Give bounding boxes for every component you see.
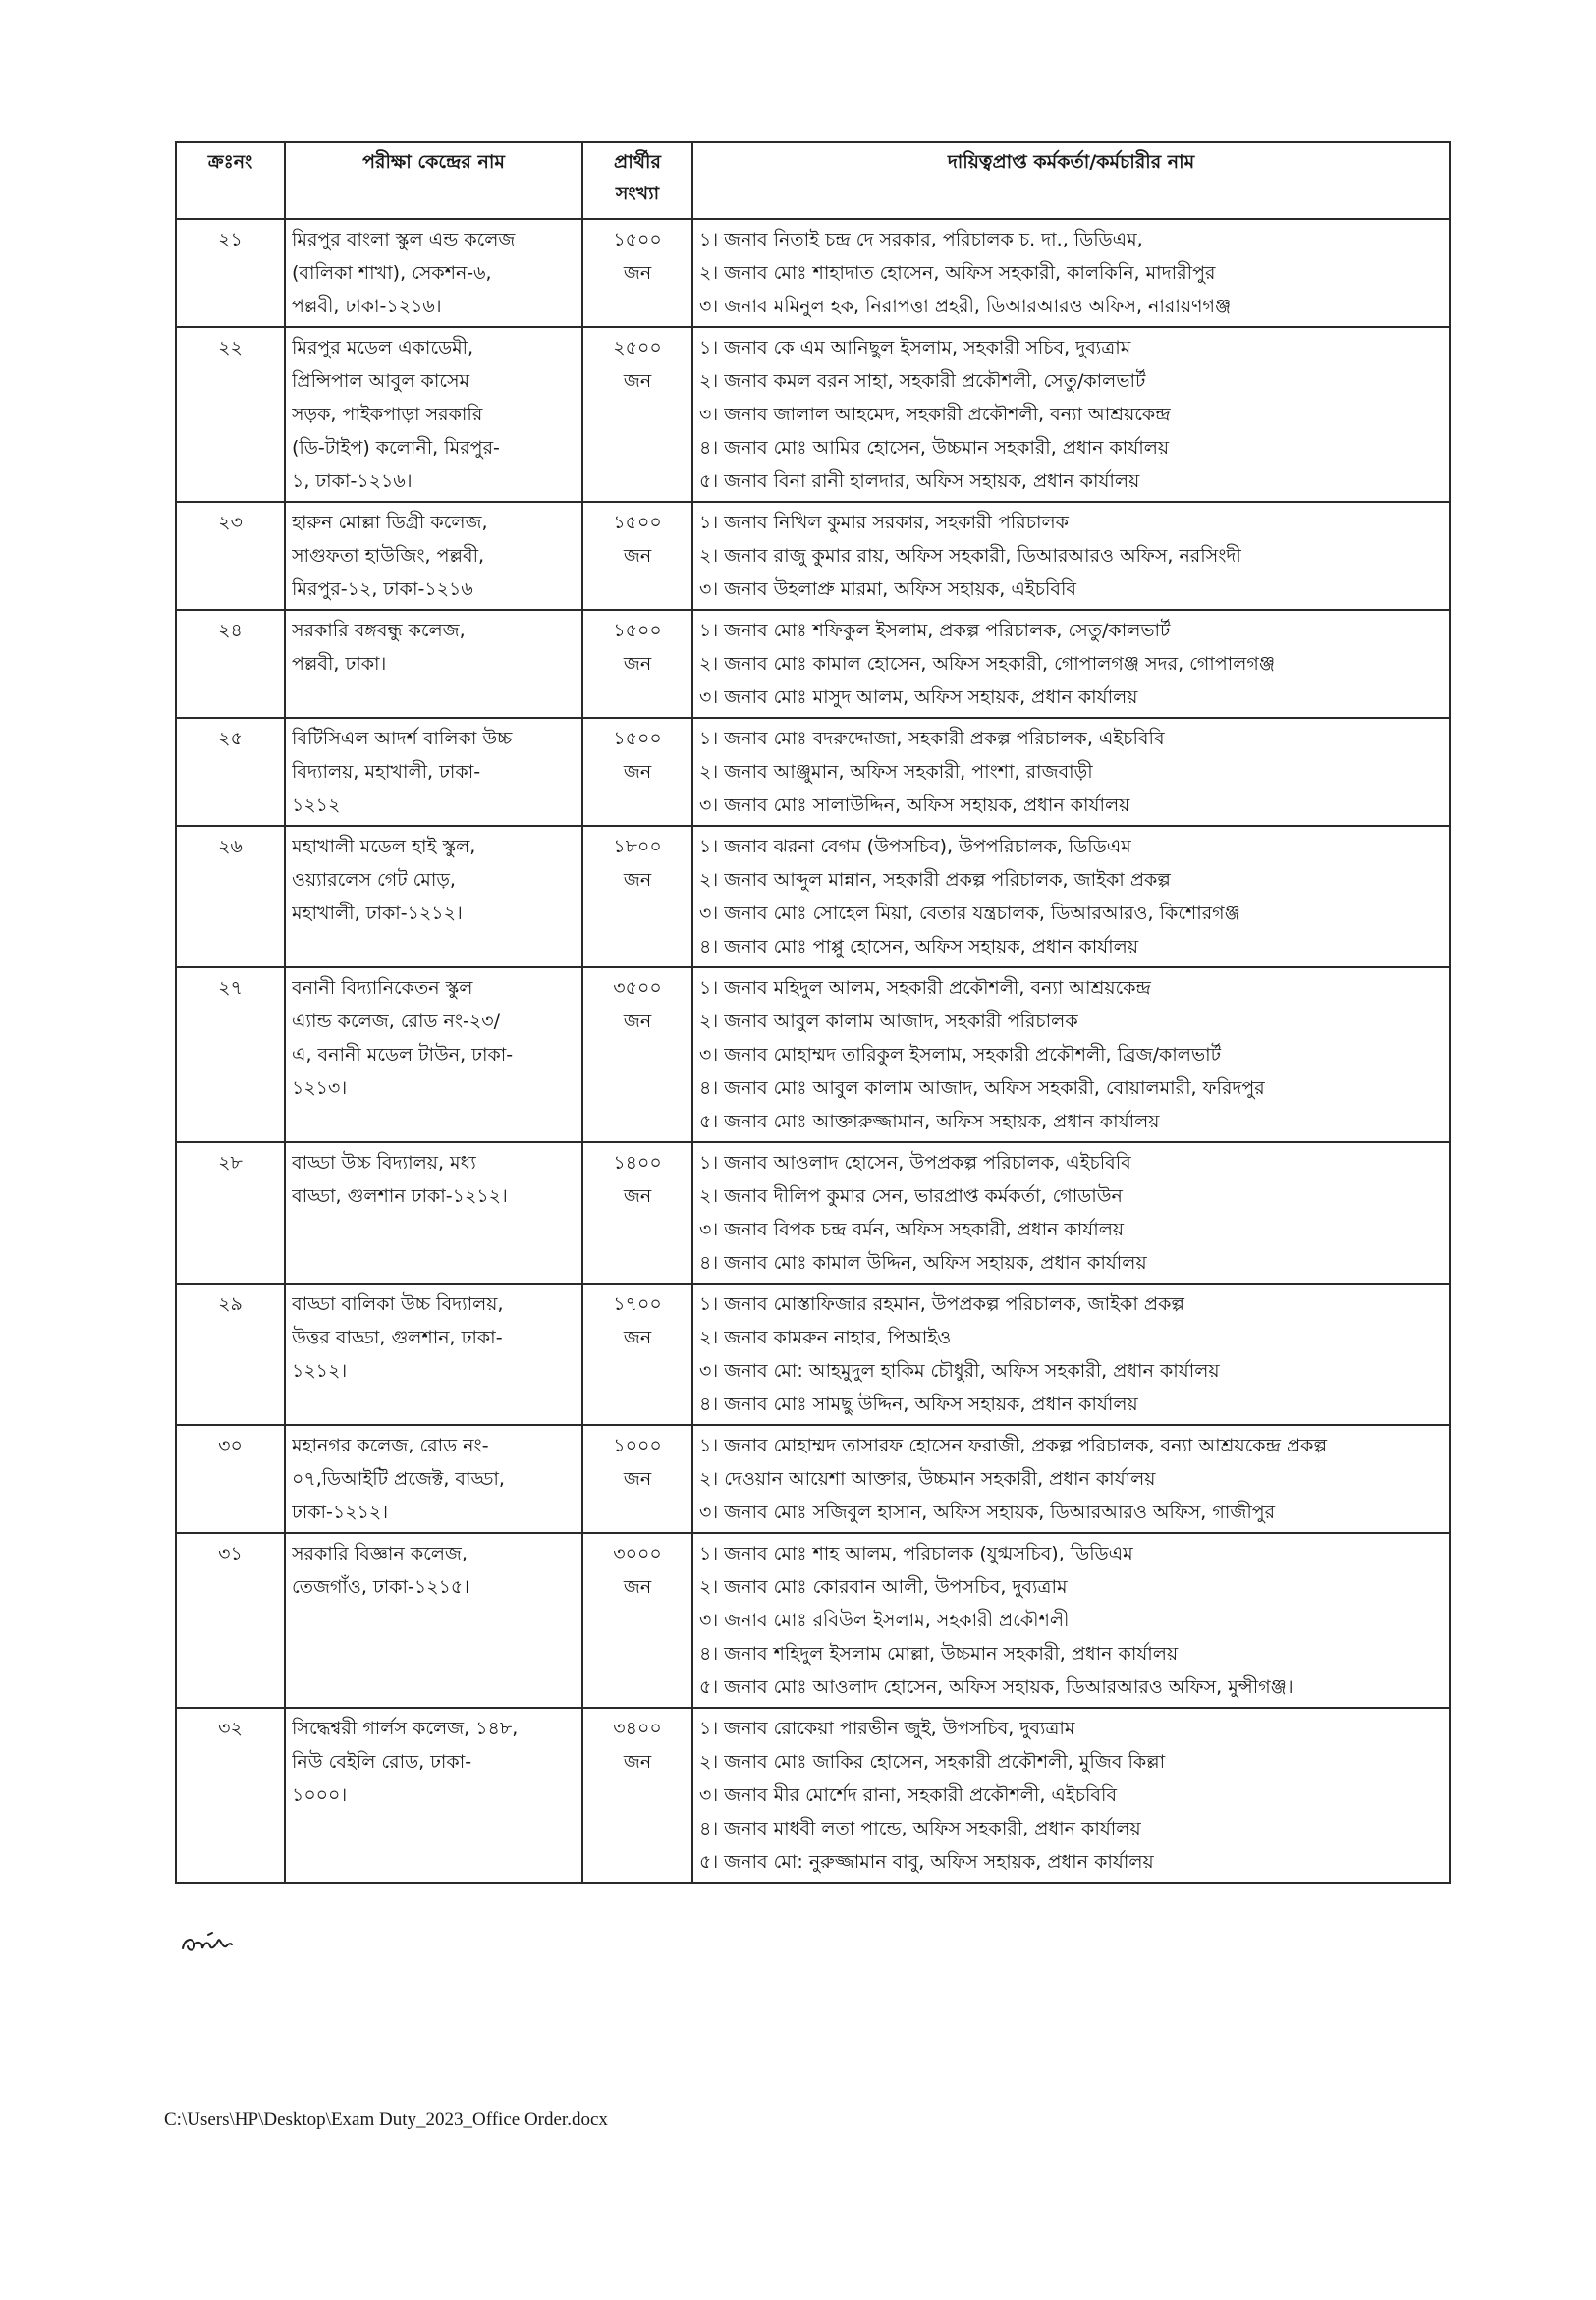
officer-entry: ৪। জনাব মোঃ আবুল কালাম আজাদ, অফিস সহকারী, বোয়ালমারী, ফরিদপুর: [699, 1077, 1265, 1099]
table-row: [176, 327, 1450, 502]
officer-entry: ৩। জনাব মোহাম্মদ তারিকুল ইসলাম, সহকারী প্রকৌশলী, ব্রিজ/কালভার্ট: [699, 1044, 1221, 1066]
officers-cell: [692, 718, 1450, 826]
officers-cell: [692, 1284, 1450, 1425]
candidate-count-line: ১৫০০: [613, 512, 662, 533]
officers-cell: [692, 1425, 1450, 1533]
candidate-count-line: জন: [623, 869, 652, 891]
center-name-line: সাগুফতা হাউজিং, পল্লবী,: [292, 545, 485, 567]
header-center-name: পরীক্ষা কেন্দ্রের নাম: [285, 142, 582, 219]
officers-cell: [692, 1142, 1450, 1284]
center-name-cell: [285, 826, 582, 967]
header-officers: দায়িত্বপ্রাপ্ত কর্মকর্তা/কর্মচারীর নাম: [692, 142, 1450, 219]
officer-entry: ১। জনাব মোঃ শাহ আলম, পরিচালক (যুগ্মসচিব), ডিডিএম: [699, 1543, 1133, 1564]
center-name-line: প্রিন্সিপাল আবুল কাসেম: [292, 370, 470, 392]
center-name-line: মিরপুর বাংলা স্কুল এন্ড কলেজ: [292, 229, 516, 250]
center-name-line: এ্যান্ড কলেজ, রোড নং-২৩/: [292, 1011, 501, 1032]
candidate-count-cell: [582, 967, 692, 1142]
officer-entry: ২। জনাব কামরুন নাহার, পিআইও: [699, 1327, 952, 1348]
officer-entry: ১। জনাব ঝরনা বেগম (উপসচিব), উপপরিচালক, ডিডিএম: [699, 836, 1131, 857]
officer-entry: ৫। জনাব মোঃ আক্তারুজ্জামান, অফিস সহায়ক, প্রধান কার্যালয়: [699, 1111, 1160, 1132]
candidate-count-line: ১৫০০: [613, 229, 662, 250]
candidate-count-cell: [582, 1425, 692, 1533]
center-name-line: তেজগাঁও, ঢাকা-১২১৫।: [292, 1576, 470, 1598]
center-name-line: পল্লবী, ঢাকা-১২১৬।: [292, 296, 442, 317]
center-name-line: সড়ক, পাইকপাড়া সরকারি: [292, 404, 483, 425]
center-name-line: সিদ্ধেশ্বরী গার্লস কলেজ, ১৪৮,: [292, 1718, 519, 1739]
officer-entry: ৩। জনাব মোঃ সোহেল মিয়া, বেতার যন্ত্রচালক, ডিআরআরও, কিশোরগঞ্জ: [699, 903, 1240, 924]
serial-cell: ৩০: [176, 1425, 285, 1533]
table-row: [176, 718, 1450, 826]
officer-entry: ৩। জনাব বিপক চন্দ্র বর্মন, অফিস সহকারী, প্রধান কার্যালয়: [699, 1219, 1125, 1240]
officer-entry: ৫। জনাব বিনা রানী হালদার, অফিস সহায়ক, প্রধান কার্যালয়: [699, 470, 1140, 492]
officer-entry: ৪। জনাব মোঃ কামাল উদ্দিন, অফিস সহায়ক, প্রধান কার্যালয়: [699, 1252, 1147, 1274]
table-row: [176, 1142, 1450, 1284]
candidate-count-cell: [582, 219, 692, 327]
center-name-line: ১২১২।: [292, 1360, 348, 1382]
center-name-line: পল্লবী, ঢাকা।: [292, 653, 387, 675]
center-name-line: ১২১৩।: [292, 1077, 348, 1099]
officer-entry: ৫। জনাব মোঃ আওলাদ হোসেন, অফিস সহায়ক, ডিআরআরও অফিস, মুন্সীগঞ্জ।: [699, 1676, 1293, 1698]
serial-cell: ৩২: [176, 1708, 285, 1883]
table-row: [176, 502, 1450, 610]
center-name-cell: [285, 327, 582, 502]
officer-entry: ১। জনাব নিখিল কুমার সরকার, সহকারী পরিচালক: [699, 512, 1069, 533]
officer-entry: ২। দেওয়ান আয়েশা আক্তার, উচ্চমান সহকারী, প্রধান কার্যালয়: [699, 1468, 1156, 1490]
officer-entry: ২। জনাব আব্দুল মান্নান, সহকারী প্রকল্প পরিচালক, জাইকা প্রকল্প: [699, 869, 1171, 891]
candidate-count-line: জন: [623, 545, 652, 567]
officer-entry: ৩। জনাব মোঃ রবিউল ইসলাম, সহকারী প্রকৌশলী: [699, 1610, 1070, 1631]
candidate-count-line: ১০০০: [613, 1435, 662, 1456]
officers-cell: [692, 1708, 1450, 1883]
officer-entry: ৩। জনাব মীর মোর্শেদ রানা, সহকারী প্রকৌশলী, এইচবিবি: [699, 1784, 1118, 1806]
center-name-line: (ডি-টাইপ) কলোনী, মিরপুর-: [292, 437, 500, 459]
center-name-line: বিটিসিএল আদর্শ বালিকা উচ্চ: [292, 728, 513, 749]
candidate-count-cell: [582, 826, 692, 967]
center-name-line: সরকারি বঙ্গবন্ধু কলেজ,: [292, 620, 466, 641]
header-candidate-count: প্রার্থীর সংখ্যা: [582, 142, 692, 219]
officer-entry: ২। জনাব আবুল কালাম আজাদ, সহকারী পরিচালক: [699, 1011, 1078, 1032]
center-name-line: বাড্ডা বালিকা উচ্চ বিদ্যালয়,: [292, 1293, 504, 1315]
candidate-count-cell: [582, 327, 692, 502]
officer-entry: ২। জনাব মোঃ শাহাদাত হোসেন, অফিস সহকারী, কালকিনি, মাদারীপুর: [699, 262, 1216, 284]
center-name-line: এ, বনানী মডেল টাউন, ঢাকা-: [292, 1044, 514, 1066]
exam-duty-table: [175, 141, 1451, 1884]
officer-entry: ৩। জনাব উহলাপ্রু মারমা, অফিস সহায়ক, এইচবিবি: [699, 578, 1076, 600]
officer-entry: ৩। জনাব মোঃ মাসুদ আলম, অফিস সহায়ক, প্রধান কার্যালয়: [699, 686, 1138, 708]
candidate-count-line: জন: [623, 653, 652, 675]
serial-cell: ২১: [176, 219, 285, 327]
candidate-count-line: ১৭০০: [613, 1293, 662, 1315]
serial-cell: ২৩: [176, 502, 285, 610]
document-file-path: C:\Users\HP\Desktop\Exam Duty_2023_Office Order.docx: [164, 2109, 608, 2130]
serial-cell: ২৭: [176, 967, 285, 1142]
officer-entry: ৩। জনাব মো: আহমুদুল হাকিম চৌধুরী, অফিস সহকারী, প্রধান কার্যালয়: [699, 1360, 1220, 1382]
officer-entry: ৪। জনাব মাধবী লতা পান্ডে, অফিস সহকারী, প্রধান কার্যালয়: [699, 1818, 1141, 1839]
officer-entry: ১। জনাব মোস্তাফিজার রহমান, উপপ্রকল্প পরিচালক, জাইকা প্রকল্প: [699, 1293, 1184, 1315]
officer-entry: ২। জনাব কমল বরন সাহা, সহকারী প্রকৌশলী, সেতু/কালভার্ট: [699, 370, 1146, 392]
center-name-line: মিরপুর মডেল একাডেমী,: [292, 337, 474, 358]
handwritten-signature: [179, 1927, 236, 1960]
candidate-count-line: জন: [623, 761, 652, 783]
header-serial: ক্রঃনং: [176, 142, 285, 219]
officer-entry: ২। জনাব মোঃ কোরবান আলী, উপসচিব, দুব্যত্রাম: [699, 1576, 1068, 1598]
officers-cell: [692, 610, 1450, 718]
center-name-line: সরকারি বিজ্ঞান কলেজ,: [292, 1543, 468, 1564]
center-name-cell: [285, 1425, 582, 1533]
candidate-count-cell: [582, 610, 692, 718]
candidate-count-cell: [582, 502, 692, 610]
center-name-line: মিরপুর-১২, ঢাকা-১২১৬: [292, 578, 473, 600]
officer-entry: ৪। জনাব মোঃ আমির হোসেন, উচ্চমান সহকারী, প্রধান কার্যালয়: [699, 437, 1170, 459]
center-name-line: (বালিকা শাখা), সেকশন-৬,: [292, 262, 492, 284]
table-body: [176, 219, 1450, 1883]
table-row: [176, 826, 1450, 967]
officer-entry: ১। জনাব মহিদুল আলম, সহকারী প্রকৌশলী, বন্যা আশ্রয়কেন্দ্র: [699, 977, 1151, 999]
officers-cell: [692, 327, 1450, 502]
center-name-cell: [285, 610, 582, 718]
candidate-count-line: জন: [623, 262, 652, 284]
serial-cell: ২৯: [176, 1284, 285, 1425]
center-name-cell: [285, 502, 582, 610]
candidate-count-line: জন: [623, 1185, 652, 1207]
center-name-line: মহাখালী মডেল হাই স্কুল,: [292, 836, 476, 857]
table-row: [176, 1533, 1450, 1708]
candidate-count-cell: [582, 1142, 692, 1284]
officer-entry: ৩। জনাব জালাল আহমেদ, সহকারী প্রকৌশলী, বন্যা আশ্রয়কেন্দ্র: [699, 404, 1171, 425]
center-name-line: ১০০০।: [292, 1784, 348, 1806]
candidate-count-line: ১৫০০: [613, 728, 662, 749]
center-name-line: বাড্ডা, গুলশান ঢাকা-১২১২।: [292, 1185, 508, 1207]
candidate-count-line: জন: [623, 1011, 652, 1032]
table-header-row: [176, 142, 1450, 219]
officer-entry: ১। জনাব আওলাদ হোসেন, উপপ্রকল্প পরিচালক, এইচবিবি: [699, 1152, 1131, 1174]
candidate-count-cell: [582, 1708, 692, 1883]
serial-cell: ২৬: [176, 826, 285, 967]
candidate-count-line: ১৫০০: [613, 620, 662, 641]
center-name-line: ওয়্যারলেস গেট মোড়,: [292, 869, 456, 891]
officer-entry: ৩। জনাব মোঃ সজিবুল হাসান, অফিস সহায়ক, ডিআরআরও অফিস, গাজীপুর: [699, 1502, 1276, 1523]
officer-entry: ১। জনাব মোঃ বদরুদ্দোজা, সহকারী প্রকল্প পরিচালক, এইচবিবি: [699, 728, 1165, 749]
center-name-cell: [285, 967, 582, 1142]
candidate-count-line: ৩৫০০: [613, 977, 662, 999]
officer-entry: ৩। জনাব মোঃ সালাউদ্দিন, অফিস সহায়ক, প্রধান কার্যালয়: [699, 794, 1130, 816]
table-row: [176, 610, 1450, 718]
officer-entry: ৪। জনাব মোঃ সামছু উদ্দিন, অফিস সহায়ক, প্রধান কার্যালয়: [699, 1394, 1138, 1415]
officer-entry: ৫। জনাব মো: নুরুজ্জামান বাবু, অফিস সহায়ক, প্রধান কার্যালয়: [699, 1851, 1154, 1873]
center-name-line: বিদ্যালয়, মহাখালী, ঢাকা-: [292, 761, 481, 783]
table-row: [176, 1284, 1450, 1425]
center-name-line: উত্তর বাড্ডা, গুলশান, ঢাকা-: [292, 1327, 503, 1348]
center-name-line: মহাখালী, ঢাকা-১২১২।: [292, 903, 463, 924]
officer-entry: ১। জনাব মোহাম্মদ তাসারফ হোসেন ফরাজী, প্রকল্প পরিচালক, বন্যা আশ্রয়কেন্দ্র প্রকল্প: [699, 1435, 1328, 1456]
candidate-count-line: জন: [623, 1751, 652, 1773]
officer-entry: ১। জনাব কে এম আনিছুল ইসলাম, সহকারী সচিব, দুব্যত্রাম: [699, 337, 1131, 358]
candidate-count-line: জন: [623, 1576, 652, 1598]
candidate-count-line: জন: [623, 1327, 652, 1348]
center-name-line: নিউ বেইলি রোড, ঢাকা-: [292, 1751, 472, 1773]
center-name-line: মহানগর কলেজ, রোড নং-: [292, 1435, 489, 1456]
officer-entry: ৪। জনাব শহিদুল ইসলাম মোল্লা, উচ্চমান সহকারী, প্রধান কার্যালয়: [699, 1643, 1179, 1665]
candidate-count-line: ৩০০০: [613, 1543, 662, 1564]
serial-cell: ২৪: [176, 610, 285, 718]
officers-cell: [692, 826, 1450, 967]
center-name-line: হারুন মোল্লা ডিগ্রী কলেজ,: [292, 512, 488, 533]
serial-cell: ৩১: [176, 1533, 285, 1708]
officer-entry: ২। জনাব মোঃ কামাল হোসেন, অফিস সহকারী, গোপালগঞ্জ সদর, গোপালগঞ্জ: [699, 653, 1276, 675]
candidate-count-line: জন: [623, 370, 652, 392]
table-row: [176, 1425, 1450, 1533]
officer-entry: ৩। জনাব মমিনুল হক, নিরাপত্তা প্রহরী, ডিআরআরও অফিস, নারায়ণগঞ্জ: [699, 296, 1232, 317]
serial-cell: ২৮: [176, 1142, 285, 1284]
officers-cell: [692, 502, 1450, 610]
candidate-count-line: ২৫০০: [613, 337, 662, 358]
center-name-line: ১, ঢাকা-১২১৬।: [292, 470, 413, 492]
center-name-cell: [285, 1284, 582, 1425]
officer-entry: ৪। জনাব মোঃ পাপ্পু হোসেন, অফিস সহায়ক, প্রধান কার্যালয়: [699, 936, 1139, 958]
officers-cell: [692, 1533, 1450, 1708]
officer-entry: ২। জনাব আঞ্জুমান, অফিস সহকারী, পাংশা, রাজবাড়ী: [699, 761, 1093, 783]
candidate-count-cell: [582, 1284, 692, 1425]
table-row: [176, 967, 1450, 1142]
center-name-line: ০৭,ডিআইটি প্রজেক্ট, বাড্ডা,: [292, 1468, 505, 1490]
officer-entry: ১। জনাব নিতাই চন্দ্র দে সরকার, পরিচালক চ. দা., ডিডিএম,: [699, 229, 1143, 250]
table-row: [176, 1708, 1450, 1883]
table-row: [176, 219, 1450, 327]
center-name-cell: [285, 1708, 582, 1883]
candidate-count-cell: [582, 1533, 692, 1708]
center-name-line: ১২১২: [292, 794, 341, 816]
officer-entry: ১। জনাব মোঃ শফিকুল ইসলাম, প্রকল্প পরিচালক, সেতু/কালভার্ট: [699, 620, 1171, 641]
officer-entry: ১। জনাব রোকেয়া পারভীন জুই, উপসচিব, দুব্যত্রাম: [699, 1718, 1075, 1739]
officer-entry: ২। জনাব দীলিপ কুমার সেন, ভারপ্রাপ্ত কর্মকর্তা, গোডাউন: [699, 1185, 1123, 1207]
center-name-line: বনানী বিদ্যানিকেতন স্কুল: [292, 977, 473, 999]
candidate-count-line: ১৮০০: [613, 836, 662, 857]
candidate-count-line: ১৪০০: [613, 1152, 662, 1174]
officer-entry: ২। জনাব মোঃ জাকির হোসেন, সহকারী প্রকৌশলী, মুজিব কিল্লা: [699, 1751, 1166, 1773]
center-name-cell: [285, 219, 582, 327]
center-name-line: বাড্ডা উচ্চ বিদ্যালয়, মধ্য: [292, 1152, 476, 1174]
serial-cell: ২২: [176, 327, 285, 502]
officers-cell: [692, 967, 1450, 1142]
center-name-cell: [285, 718, 582, 826]
officers-cell: [692, 219, 1450, 327]
center-name-line: ঢাকা-১২১২।: [292, 1502, 389, 1523]
center-name-cell: [285, 1533, 582, 1708]
serial-cell: ২৫: [176, 718, 285, 826]
center-name-cell: [285, 1142, 582, 1284]
officer-entry: ২। জনাব রাজু কুমার রায়, অফিস সহকারী, ডিআরআরও অফিস, নরসিংদী: [699, 545, 1241, 567]
candidate-count-cell: [582, 718, 692, 826]
candidate-count-line: ৩৪০০: [613, 1718, 662, 1739]
candidate-count-line: জন: [623, 1468, 652, 1490]
